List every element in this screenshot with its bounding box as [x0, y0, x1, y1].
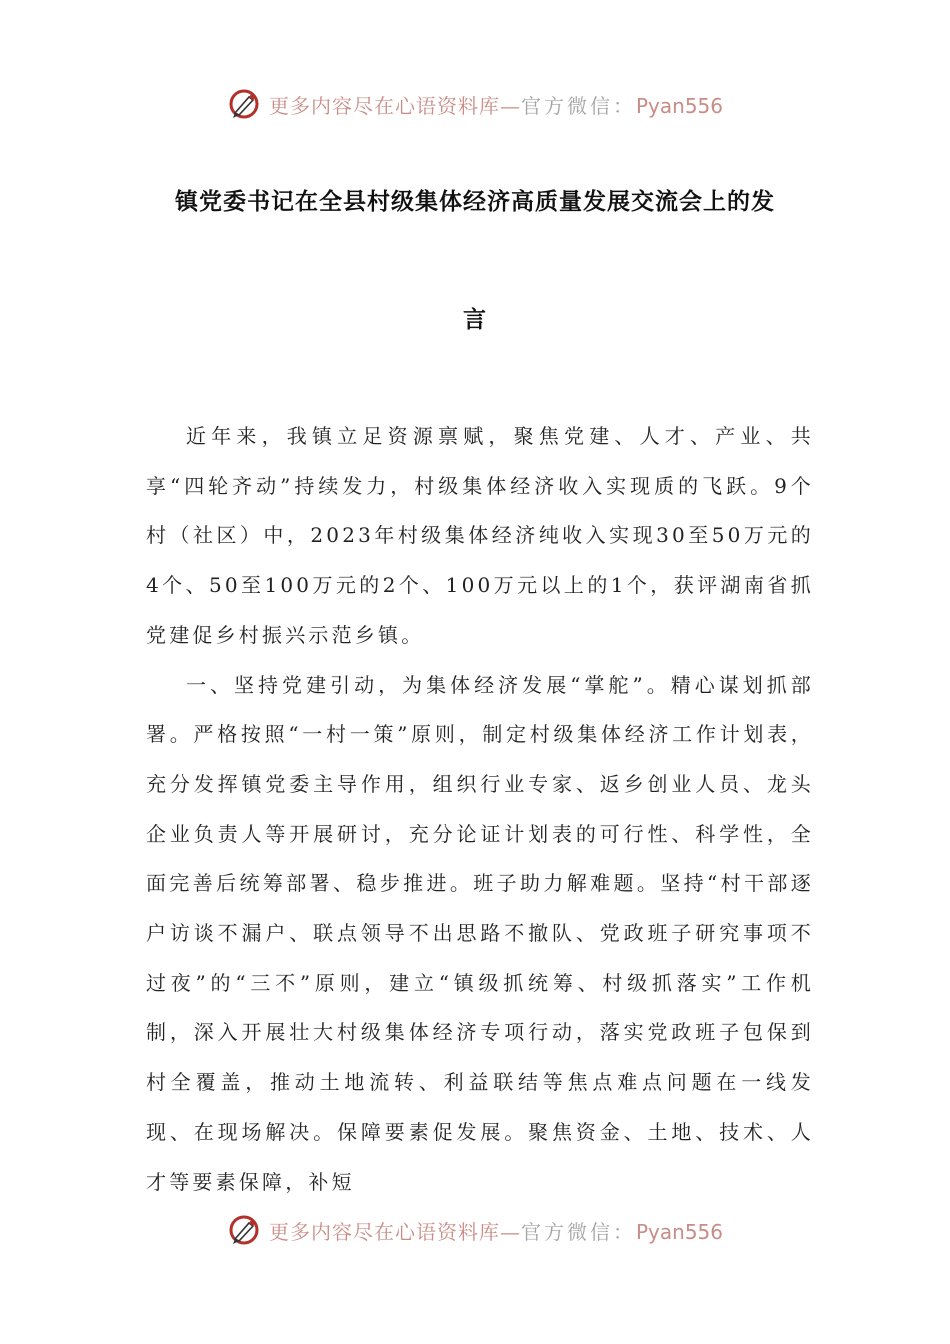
- pen-logo-icon: [227, 87, 261, 121]
- banner-label: 官方微信：: [520, 93, 636, 118]
- document-title: 镇党委书记在全县村级集体经济高质量发展交流会上的发: [175, 189, 775, 215]
- banner-label: 官方微信：: [520, 1219, 636, 1244]
- footer-banner: [0, 1210, 950, 1250]
- banner-slogan: 更多内容尽在心语资料库: [268, 1219, 500, 1244]
- banner-text: [269, 90, 723, 119]
- banner-slogan: 更多内容尽在心语资料库: [268, 93, 500, 118]
- document-body: [146, 412, 814, 1207]
- banner-separator: —: [499, 1219, 521, 1244]
- banner-wechat-id: Pyan556: [635, 93, 723, 118]
- banner-separator: —: [499, 93, 521, 118]
- pen-logo-icon: [227, 1213, 261, 1247]
- document-title-continued: 言: [463, 307, 487, 333]
- paragraph-section-one: 一、坚持党建引动，为集体经济发展“掌舵”。精心谋划抓部署。严格按照“一村一策”原则，制定村级集体经济工作计划表，充分发挥镇党委主导作用，组织行业专家、返乡创业人员、龙头企业负责人等开展研讨，充分论证计划表的可行性、科学性，全面完善后统筹部署、稳步推进。班子助力解难题。坚持“村干部逐户访谈不漏户、联点领导不出思路不撤队、党政班子研究事项不过夜”的“三不”原则，建立“镇级抓统筹、村级抓落实”工作机制，深入开展壮大村级集体经济专项行动，落实党政班子包保到村全覆盖，推动土地流转、利益联结等焦点难点问题在一线发现、在现场解决。保障要素促发展。聚焦资金、土地、技术、人才等要素保障，补短: [146, 672, 814, 1194]
- paragraph-intro: 近年来，我镇立足资源禀赋，聚焦党建、人才、产业、共享“四轮齐动”持续发力，村级集体经济收入实现质的飞跃。9个村（社区）中，2023年村级集体经济纯收入实现30至50万元的4个、50至100万元的2个、100万元以上的1个，获评湖南省抓党建促乡村振兴示范乡镇。: [146, 424, 814, 647]
- header-banner: [0, 84, 950, 124]
- banner-text: [269, 1216, 723, 1245]
- banner-wechat-id: Pyan556: [635, 1219, 723, 1244]
